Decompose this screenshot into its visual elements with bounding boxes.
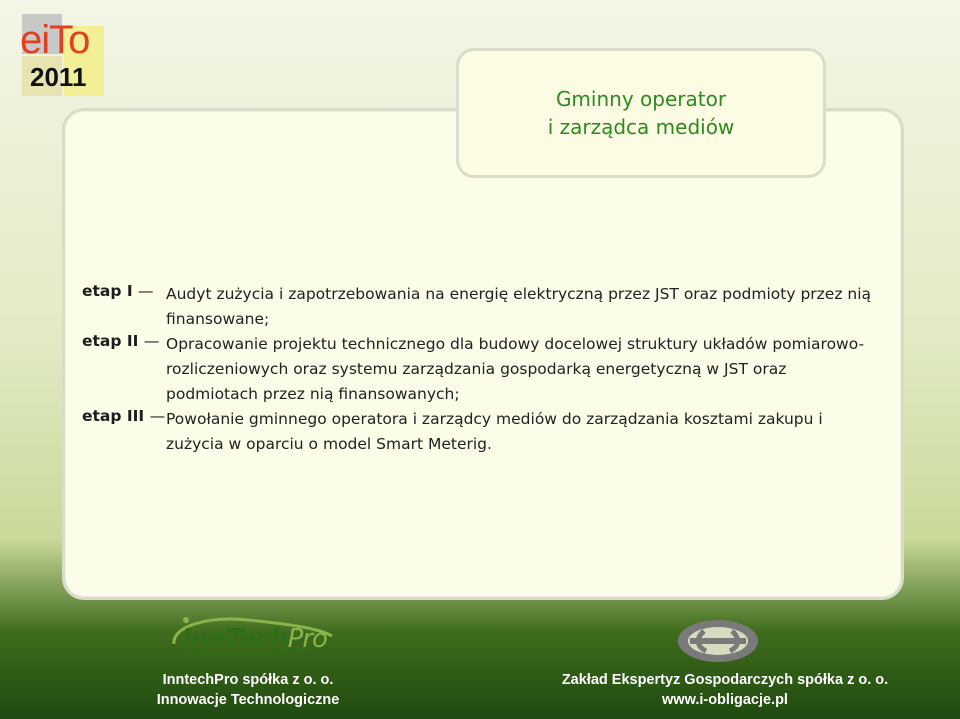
footer-right xyxy=(540,670,910,710)
stage-text: Opracowanie projektu technicznego dla budowy docelowej struktury układów pomiarowo-rozliczeniowych oraz systemu zarządzania gospodarką energetyczną w JST oraz podmiotach przez nią finansowanych; xyxy=(166,335,865,403)
stage-1 xyxy=(82,282,882,332)
footer-left-line1: InntechPro spółka z o. o. xyxy=(162,672,334,688)
stage-text: Powołanie gminnego operatora i zarządcy mediów do zarządzania kosztami zakupu i zużycia w oparciu o model Smart Meterig. xyxy=(166,410,823,453)
footer-left-line2: Innowacje Technologiczne xyxy=(156,692,340,708)
title-line-2: i zarządca mediów xyxy=(547,115,735,139)
footer-right-link[interactable]: www.i-obligacje.pl xyxy=(662,692,788,708)
stage-label-text: etap III xyxy=(82,407,145,425)
stage-text: Audyt zużycia i zapotrzebowania na energię elektryczną przez JST oraz podmioty przez nią finansowane; xyxy=(166,285,872,328)
footer-left xyxy=(138,670,358,710)
title-line-1: Gminny operator xyxy=(555,87,727,111)
stage-dash: — xyxy=(138,282,154,300)
stage-label xyxy=(82,332,162,350)
brand-suffix: Pro xyxy=(287,624,327,654)
title-card xyxy=(456,48,826,178)
zeg-logo xyxy=(676,618,760,664)
stage-label xyxy=(82,282,162,300)
stage-dash: — xyxy=(149,407,166,425)
stage-label-text: etap II xyxy=(82,332,139,350)
stage-dash: — xyxy=(143,332,160,350)
brand-wordmark xyxy=(182,624,327,654)
stage-3 xyxy=(82,407,882,457)
stage-2 xyxy=(82,332,882,407)
logo-year: 2011 xyxy=(30,62,87,92)
stage-label-text: etap I xyxy=(82,282,133,300)
inntechpro-logo xyxy=(168,612,338,662)
zeg-logo-icon xyxy=(676,618,760,664)
brand-name: InnTech xyxy=(182,624,288,654)
stages-list xyxy=(82,282,882,457)
logo-text: eiTo xyxy=(20,18,90,62)
stage-label xyxy=(82,407,166,425)
footer-right-line1: Zakład Ekspertyz Gospodarczych spółka z o. o. xyxy=(561,672,889,688)
